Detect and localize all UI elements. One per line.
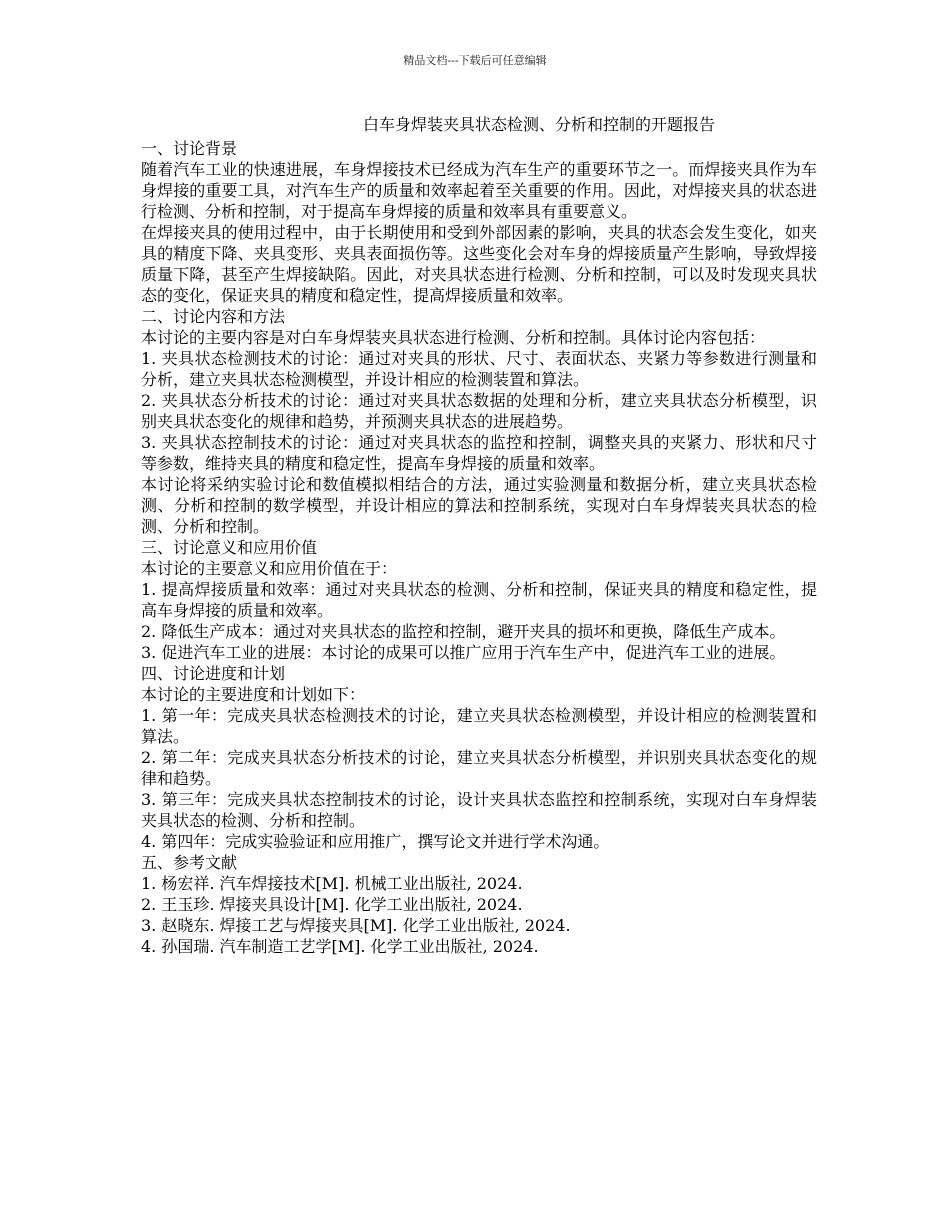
page-header-note: 精品文档---下载后可任意编辑 [403, 54, 547, 67]
reference-item: 2. 王玉珍. 焊接夹具设计[M]. 化学工业出版社, 2024. [141, 895, 523, 914]
list-item: 1. 提高焊接质量和效率：通过对夹具状态的检测、分析和控制，保证夹具的精度和稳定性，提高车身焊接的质量和效率。 [141, 580, 817, 620]
section-heading-references: 五、参考文献 [141, 853, 238, 872]
paragraph: 本讨论将采纳实验讨论和数值模拟相结合的方法，通过实验测量和数据分析，建立夹具状态检测、分析和控制的数学模型，并设计相应的算法和控制系统，实现对白车身焊装夹具状态的检测、分析和控制。 [141, 475, 817, 536]
reference-item: 3. 赵晓东. 焊接工艺与焊接夹具[M]. 化学工业出版社, 2024. [141, 916, 571, 935]
list-item: 1. 夹具状态检测技术的讨论：通过对夹具的形状、尺寸、表面状态、夹紧力等参数进行测量和分析，建立夹具状态检测模型，并设计相应的检测装置和算法。 [141, 349, 817, 389]
list-item: 1. 第一年：完成夹具状态检测技术的讨论，建立夹具状态检测模型，并设计相应的检测装置和算法。 [141, 706, 817, 746]
list-item: 3. 夹具状态控制技术的讨论：通过对夹具状态的监控和控制，调整夹具的夹紧力、形状和尺寸等参数，维持夹具的精度和稳定性，提高车身焊接的质量和效率。 [141, 433, 817, 473]
section-heading-background: 一、讨论背景 [141, 139, 238, 158]
section-heading-content-methods: 二、讨论内容和方法 [141, 307, 286, 326]
list-item: 3. 促进汽车工业的进展：本讨论的成果可以推广应用于汽车生产中，促进汽车工业的进展。 [141, 643, 786, 662]
document-body [141, 114, 817, 957]
reference-item: 4. 孙国瑞. 汽车制造工艺学[M]. 化学工业出版社, 2024. [141, 937, 539, 956]
list-item: 2. 第二年：完成夹具状态分析技术的讨论，建立夹具状态分析模型，并识别夹具状态变化的规律和趋势。 [141, 748, 817, 788]
paragraph: 本讨论的主要意义和应用价值在于： [141, 559, 398, 578]
paragraph: 随着汽车工业的快速进展，车身焊接技术已经成为汽车生产的重要环节之一。而焊接夹具作为车身焊接的重要工具，对汽车生产的质量和效率起着至关重要的作用。因此，对焊接夹具的状态进行检测、分析和控制，对于提高车身焊接的质量和效率具有重要意义。 [141, 160, 817, 221]
list-item: 2. 夹具状态分析技术的讨论：通过对夹具状态数据的处理和分析，建立夹具状态分析模型，识别夹具状态变化的规律和趋势，并预测夹具状态的进展趋势。 [141, 391, 817, 431]
section-heading-schedule: 四、讨论进度和计划 [141, 664, 286, 683]
list-item: 2. 降低生产成本：通过对夹具状态的监控和控制，避开夹具的损坏和更换，降低生产成本。 [141, 622, 786, 641]
reference-item: 1. 杨宏祥. 汽车焊接技术[M]. 机械工业出版社, 2024. [141, 874, 523, 893]
paragraph: 在焊接夹具的使用过程中，由于长期使用和受到外部因素的影响，夹具的状态会发生变化，如夹具的精度下降、夹具变形、夹具表面损伤等。这些变化会对车身的焊接质量产生影响，导致焊接质量下降，甚至产生焊接缺陷。因此，对夹具状态进行检测、分析和控制，可以及时发现夹具状态的变化，保证夹具的精度和稳定性，提高焊接质量和效率。 [141, 223, 817, 305]
paragraph: 本讨论的主要内容是对白车身焊装夹具状态进行检测、分析和控制。具体讨论内容包括： [141, 328, 766, 347]
section-heading-significance: 三、讨论意义和应用价值 [141, 538, 318, 557]
list-item: 3. 第三年：完成夹具状态控制技术的讨论，设计夹具状态监控和控制系统，实现对白车身焊装夹具状态的检测、分析和控制。 [141, 790, 817, 830]
paragraph: 本讨论的主要进度和计划如下： [141, 685, 366, 704]
list-item: 4. 第四年：完成实验验证和应用推广，撰写论文并进行学术沟通。 [141, 832, 610, 851]
document-title: 白车身焊装夹具状态检测、分析和控制的开题报告 [363, 115, 716, 134]
